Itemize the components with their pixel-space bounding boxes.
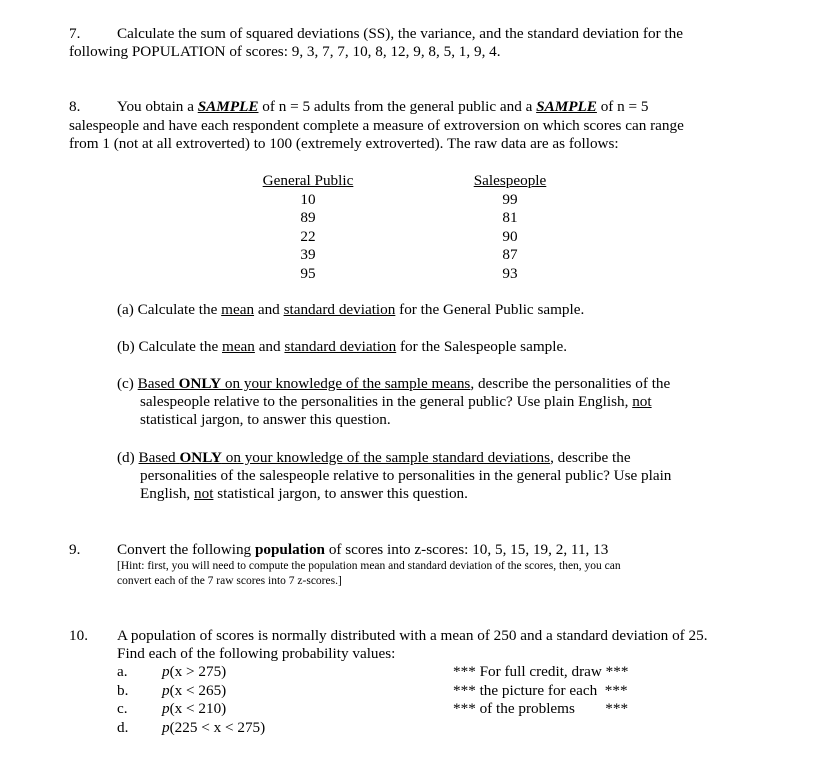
general-public-value: 22 — [300, 227, 316, 245]
q10-item-letter: b. — [117, 682, 129, 699]
q7-line-2: following POPULATION of scores: 9, 3, 7, 7, 10, 8, 12, 9, 8, 5, 1, 9, 4. — [69, 43, 501, 60]
salespeople-column — [462, 172, 558, 283]
credit-note-line-3: *** of the problems *** — [453, 700, 629, 717]
credit-note-line-2: *** the picture for each *** — [453, 682, 628, 699]
q9-hint-line-1: [Hint: first, you will need to compute the population mean and standard deviation of the scores, then, you can — [117, 560, 621, 572]
salespeople-value: 81 — [502, 209, 518, 226]
q10-number: 10. — [69, 627, 88, 644]
general-public-header: General Public — [262, 172, 354, 189]
q8-part-c-line-2: salespeople relative to the personalities in the general public? Use plain English, not — [140, 393, 652, 410]
q7-number: 7. — [69, 25, 81, 42]
general-public-column — [250, 172, 366, 283]
credit-note-line-1: *** For full credit, draw *** — [453, 663, 629, 680]
sample-emphasis-2: SAMPLE — [536, 98, 597, 115]
q10-line-1: A population of scores is normally distributed with a mean of 250 and a standard deviation of 25. — [117, 627, 708, 644]
salespeople-header: Salespeople — [473, 172, 547, 189]
q10-line-2: Find each of the following probability values: — [117, 645, 396, 662]
q7-line-1: Calculate the sum of squared deviations (SS), the variance, and the standard deviation for the — [117, 25, 683, 42]
q8-part-c-line-1: (c) Based ONLY on your knowledge of the sample means, describe the personalities of the — [117, 375, 671, 392]
q8-line-2: salespeople and have each respondent complete a measure of extroversion on which scores can range — [69, 117, 684, 134]
q8-part-a: (a) Calculate the mean and standard deviation for the General Public sample. — [117, 301, 585, 318]
q8-part-c-line-3: statistical jargon, to answer this question. — [140, 411, 391, 428]
q8-number: 8. — [69, 98, 81, 115]
general-public-value: 39 — [300, 246, 316, 263]
sample-emphasis-1: SAMPLE — [197, 98, 259, 115]
q10-item-letter: d. — [117, 719, 129, 736]
q10-item-letter: a. — [117, 663, 128, 680]
general-public-value: 10 — [300, 190, 316, 208]
q8-part-b: (b) Calculate the mean and standard deviation for the Salespeople sample. — [117, 338, 567, 355]
salespeople-value: 87 — [502, 246, 518, 263]
q10-item-expression: p(x > 275) — [162, 663, 227, 680]
salespeople-value: 99 — [502, 190, 518, 208]
q8-line-1: You obtain a SAMPLE of n = 5 adults from the general public and a SAMPLE of n = 5 — [117, 98, 649, 115]
q9-number: 9. — [69, 541, 81, 558]
q10-item-expression: p(x < 210) — [162, 700, 227, 717]
q8-part-d-line-3: English, not statistical jargon, to answer this question. — [140, 485, 468, 502]
q8-part-d-line-2: personalities of the salespeople relative to personalities in the general public? Use plain — [140, 467, 672, 484]
q10-item-expression: p(225 < x < 275) — [162, 719, 266, 736]
q10-item-expression: p(x < 265) — [162, 682, 227, 699]
general-public-value: 89 — [300, 209, 316, 226]
q8-part-d-line-1: (d) Based ONLY on your knowledge of the sample standard deviations, describe the — [117, 449, 631, 466]
q10-item-letter: c. — [117, 700, 128, 717]
q8-line-3: from 1 (not at all extroverted) to 100 (extremely extroverted). The raw data are as follows: — [69, 135, 619, 152]
general-public-value: 95 — [300, 264, 316, 282]
salespeople-value: 93 — [502, 264, 518, 282]
q9-hint-line-2: convert each of the 7 raw scores into 7 z-scores.] — [117, 575, 342, 587]
salespeople-value: 90 — [502, 227, 518, 245]
q9-line-1: Convert the following population of scores into z-scores: 10, 5, 15, 19, 2, 11, 13 — [117, 541, 609, 558]
